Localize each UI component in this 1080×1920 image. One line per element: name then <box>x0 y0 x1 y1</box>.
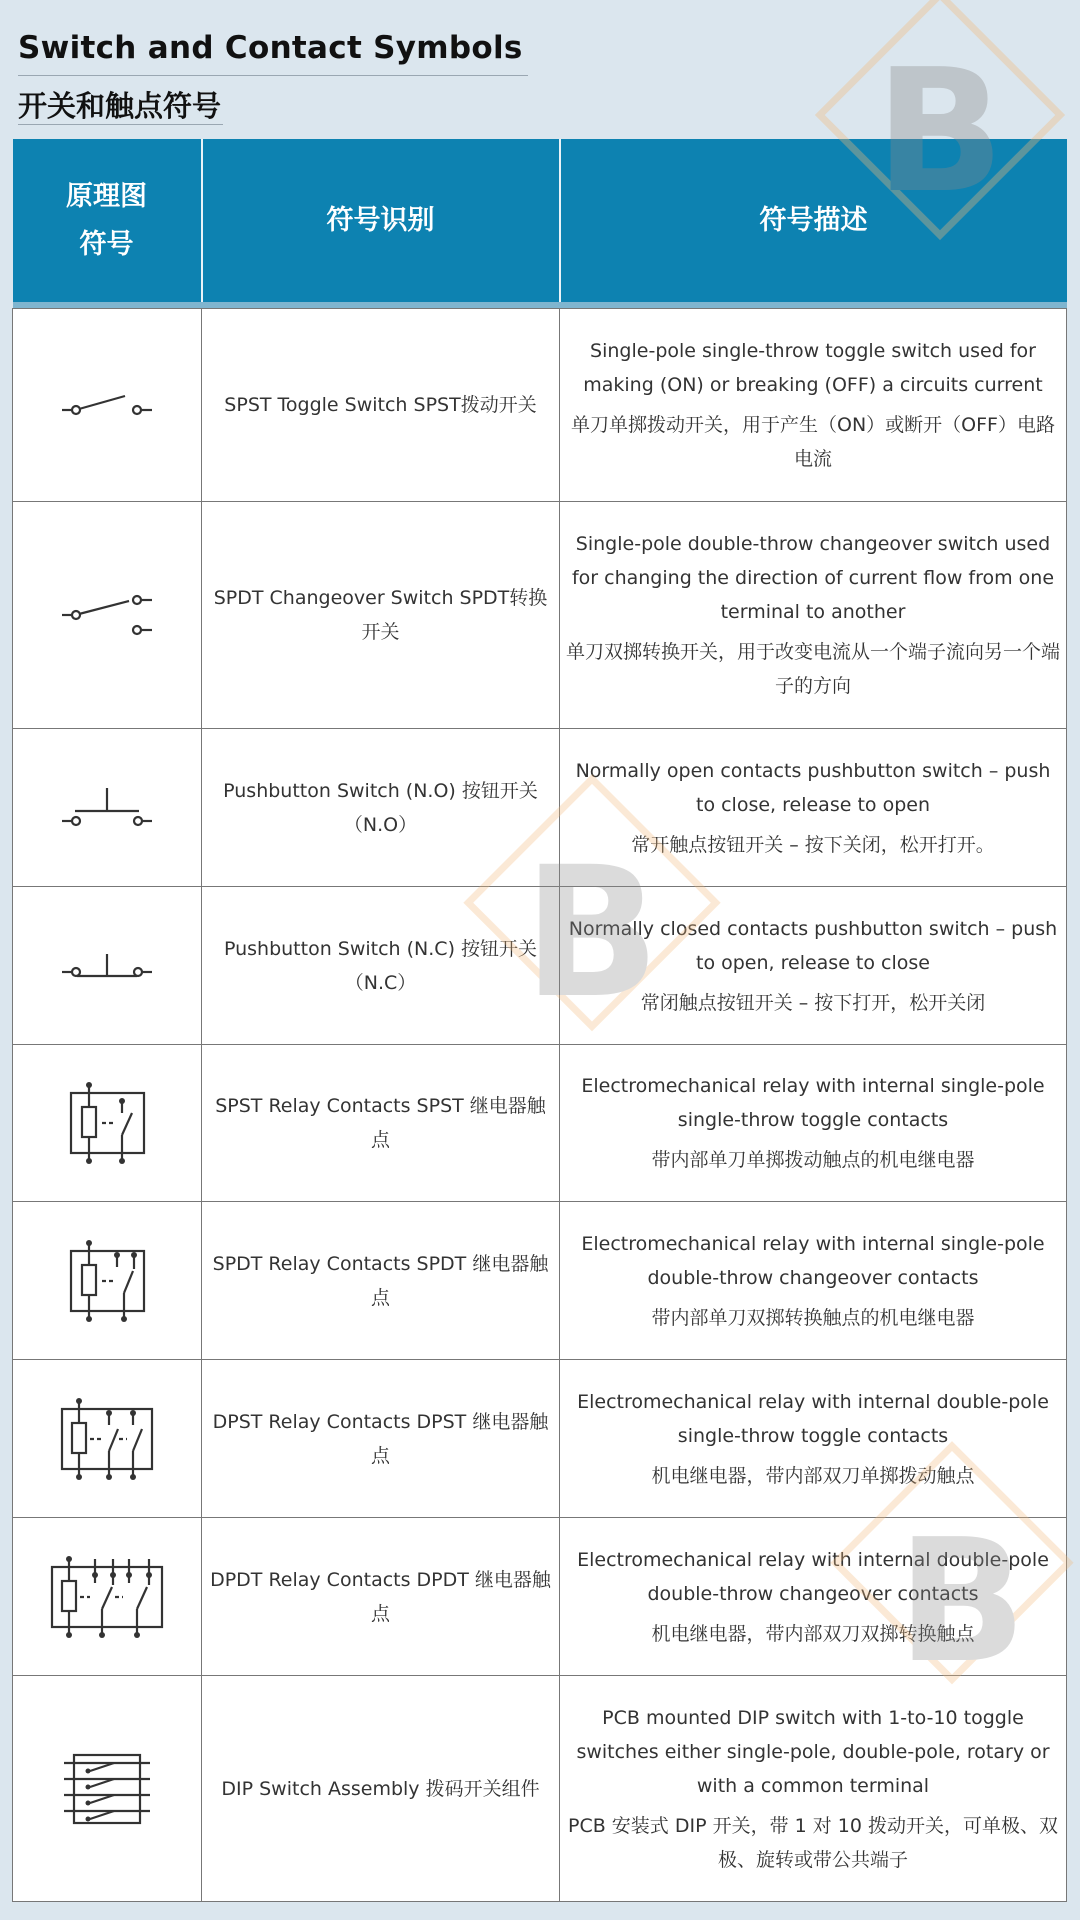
dip-switch-icon <box>62 1749 152 1829</box>
svg-text:B: B <box>897 1503 1027 1701</box>
desc-cn: 机电继电器，带内部双刀单掷拨动触点 <box>651 1464 975 1487</box>
header-schematic-symbol <box>13 139 202 302</box>
table-row <box>13 887 1067 1045</box>
header-col1-line2: 符号 <box>79 228 134 260</box>
table-row <box>13 729 1067 887</box>
table-row <box>13 502 1067 729</box>
title-divider-short <box>18 124 223 125</box>
desc-en: Normally closed contacts pushbutton switch – push to open, release to close <box>568 917 1058 974</box>
spst-toggle-switch-icon <box>57 385 157 425</box>
desc-en: Electromechanical relay with internal double-pole single-throw toggle contacts <box>577 1390 1049 1447</box>
dpdt-relay-icon <box>47 1555 167 1639</box>
symbol-name: DPDT Relay Contacts DPDT 继电器触点 <box>202 1518 560 1676</box>
header-symbol-description: 符号描述 <box>560 139 1067 302</box>
desc-cn: PCB 安装式 DIP 开关，带 1 对 10 拨动开关，可单极、双极、旋转或带公共端子 <box>568 1814 1058 1871</box>
pushbutton-no-icon <box>57 783 157 833</box>
svg-text:B: B <box>523 829 661 1038</box>
symbol-name: SPDT Relay Contacts SPDT 继电器触点 <box>202 1202 560 1360</box>
table-row <box>13 1202 1067 1360</box>
header-col1-line1: 原理图 <box>66 180 147 212</box>
pushbutton-nc-icon <box>57 946 157 986</box>
desc-cn: 单刀单掷拨动开关，用于产生（ON）或断开（OFF）电路电流 <box>571 414 1055 470</box>
desc-en: Electromechanical relay with internal double-pole double-throw changeover contacts <box>577 1548 1049 1605</box>
symbol-name: DPST Relay Contacts DPST 继电器触点 <box>202 1360 560 1518</box>
desc-en: Electromechanical relay with internal single-pole single-throw toggle contacts <box>581 1075 1045 1131</box>
spst-relay-icon <box>62 1081 152 1165</box>
spdt-changeover-switch-icon <box>57 585 157 645</box>
page-title-cn: 开关和触点符号 <box>18 89 222 123</box>
desc-cn: 单刀双掷转换开关，用于改变电流从一个端子流向另一个端子的方向 <box>566 641 1061 697</box>
desc-cn: 带内部单刀单掷拨动触点的机电继电器 <box>651 1149 975 1171</box>
header-symbol-identification: 符号识别 <box>202 139 560 302</box>
symbol-name: Pushbutton Switch (N.C) 按钮开关（N.C） <box>202 887 560 1045</box>
desc-en: Single-pole double-throw changeover switch used for changing the direction of current flow from one terminal to another <box>571 533 1055 623</box>
svg-text:B: B <box>875 33 1005 231</box>
dpst-relay-icon <box>57 1397 157 1481</box>
symbol-name: SPST Relay Contacts SPST 继电器触点 <box>202 1045 560 1202</box>
desc-en: Electromechanical relay with internal single-pole double-throw changeover contacts <box>581 1232 1045 1289</box>
symbols-table <box>12 139 1067 1902</box>
table-row <box>13 1045 1067 1202</box>
desc-cn: 常开触点按钮开关 – 按下关闭，松开打开。 <box>631 833 995 856</box>
desc-en: Normally open contacts pushbutton switch – push to close, release to open <box>575 759 1051 816</box>
desc-cn: 机电继电器，带内部双刀双掷转换触点 <box>651 1622 975 1645</box>
symbol-name: Pushbutton Switch (N.O) 按钮开关（N.O） <box>202 729 560 887</box>
page-title-en: Switch and Contact Symbols <box>18 30 523 66</box>
desc-en: Single-pole single-throw toggle switch used for making (ON) or breaking (OFF) a circuits current <box>583 340 1043 396</box>
table-row <box>13 309 1067 502</box>
table-row <box>13 1360 1067 1518</box>
symbol-name: DIP Switch Assembly 拨码开关组件 <box>202 1676 560 1902</box>
spdt-relay-icon <box>62 1239 152 1323</box>
table-row <box>13 1676 1067 1902</box>
desc-en: PCB mounted DIP switch with 1-to-10 toggle switches either single-pole, double-pole, rotary or with a common terminal <box>576 1706 1050 1797</box>
symbol-name: SPDT Changeover Switch SPDT转换开关 <box>202 502 560 729</box>
table-header-row <box>13 139 1067 302</box>
symbol-name: SPST Toggle Switch SPST拨动开关 <box>202 309 560 502</box>
desc-cn: 带内部单刀双掷转换触点的机电继电器 <box>651 1306 975 1329</box>
desc-cn: 常闭触点按钮开关 – 按下打开，松开关闭 <box>640 991 986 1014</box>
title-divider <box>18 75 528 76</box>
table-row <box>13 1518 1067 1676</box>
